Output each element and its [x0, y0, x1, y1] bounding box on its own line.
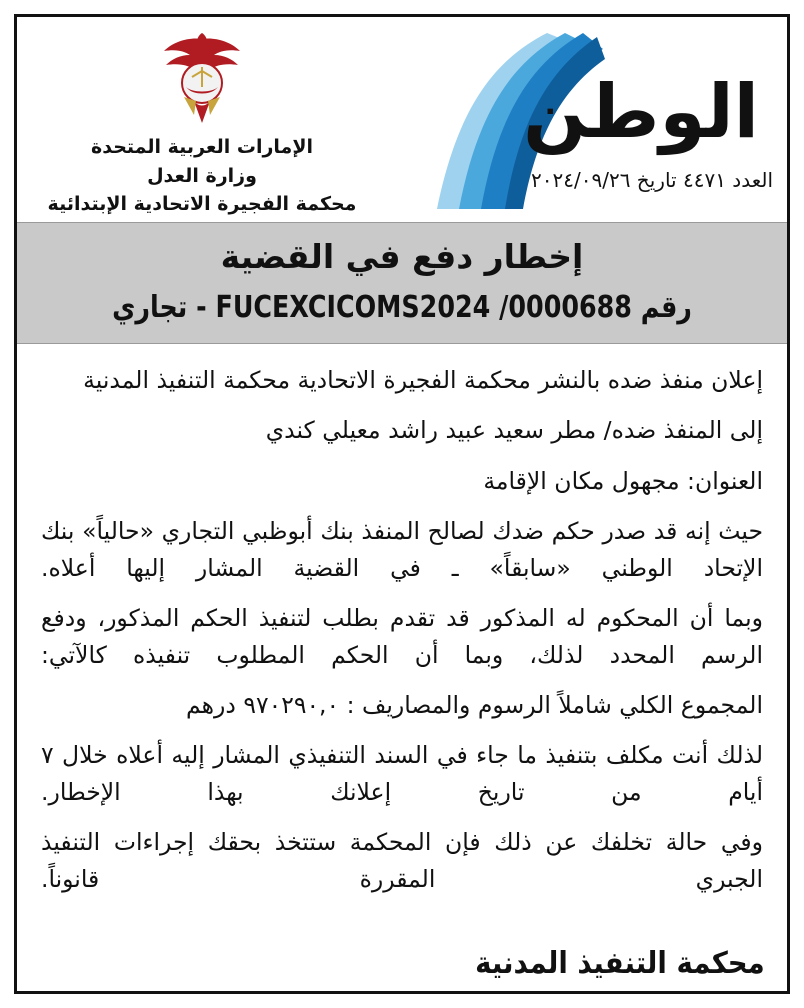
page-title: إخطار دفع في القضية	[220, 237, 584, 276]
body-paragraph-5: وبما أن المحكوم له المذكور قد تقدم بطلب لتنفيذ الحكم المذكور، ودفع الرسم المحدد لذلك، وبما أن الحكم المطلوب تنفيذه كالآتي:	[41, 604, 763, 669]
footer-signature	[39, 946, 765, 981]
ad-frame	[14, 14, 790, 994]
case-number: رقم 0000688/ FUCEXCICOMS2024 - تجاري	[112, 290, 692, 325]
issue-date-line: العدد ٤٤٧١ تاريخ ٢٠٢٤/٠٩/٢٦	[531, 168, 773, 192]
newspaper-name: الوطن	[523, 69, 759, 155]
body-paragraph-1: إعلان منفذ ضده بالنشر محكمة الفجيرة الاتحادية محكمة التنفيذ المدنية	[83, 366, 763, 394]
title-band	[17, 222, 787, 344]
ministry-line-court: محكمة الفجيرة الاتحادية الإبتدائية	[47, 193, 357, 215]
ministry-block	[17, 31, 387, 219]
signing-court-name: محكمة التنفيذ المدنية	[475, 946, 765, 981]
body-paragraph-7: لذلك أنت مكلف بتنفيذ ما جاء في السند التنفيذي المشار إليه أعلاه خلال ٧ أيام من تاريخ إعلانك بهذا الإخطار.	[41, 741, 763, 806]
uae-falcon-emblem-icon	[160, 31, 244, 127]
masthead	[17, 17, 787, 222]
body-paragraph-2: إلى المنفذ ضده/ مطر سعيد عبيد راشد معيلي كندي	[265, 416, 763, 445]
notice-body	[17, 344, 787, 897]
ministry-line-country: الإمارات العربية المتحدة	[91, 136, 313, 158]
body-paragraph-total: المجموع الكلي شاملاً الرسوم والمصاريف : ٩٧٠٢٩٠,٠ درهم	[186, 690, 763, 719]
ministry-line-ministry: وزارة العدل	[147, 164, 257, 187]
body-paragraph-3: العنوان: مجهول مكان الإقامة	[483, 466, 763, 495]
body-paragraph-4: حيث إنه قد صدر حكم ضدك لصالح المنفذ بنك أبوظبي التجاري «حالياً» بنك الإتحاد الوطني «سابقاً» ـ في القضية المشار إليها أعلاه.	[41, 517, 763, 582]
body-paragraph-8: وفي حالة تخلفك عن ذلك فإن المحكمة ستتخذ بحقك إجراءات التنفيذ الجبري المقررة قانوناً.	[41, 828, 763, 893]
